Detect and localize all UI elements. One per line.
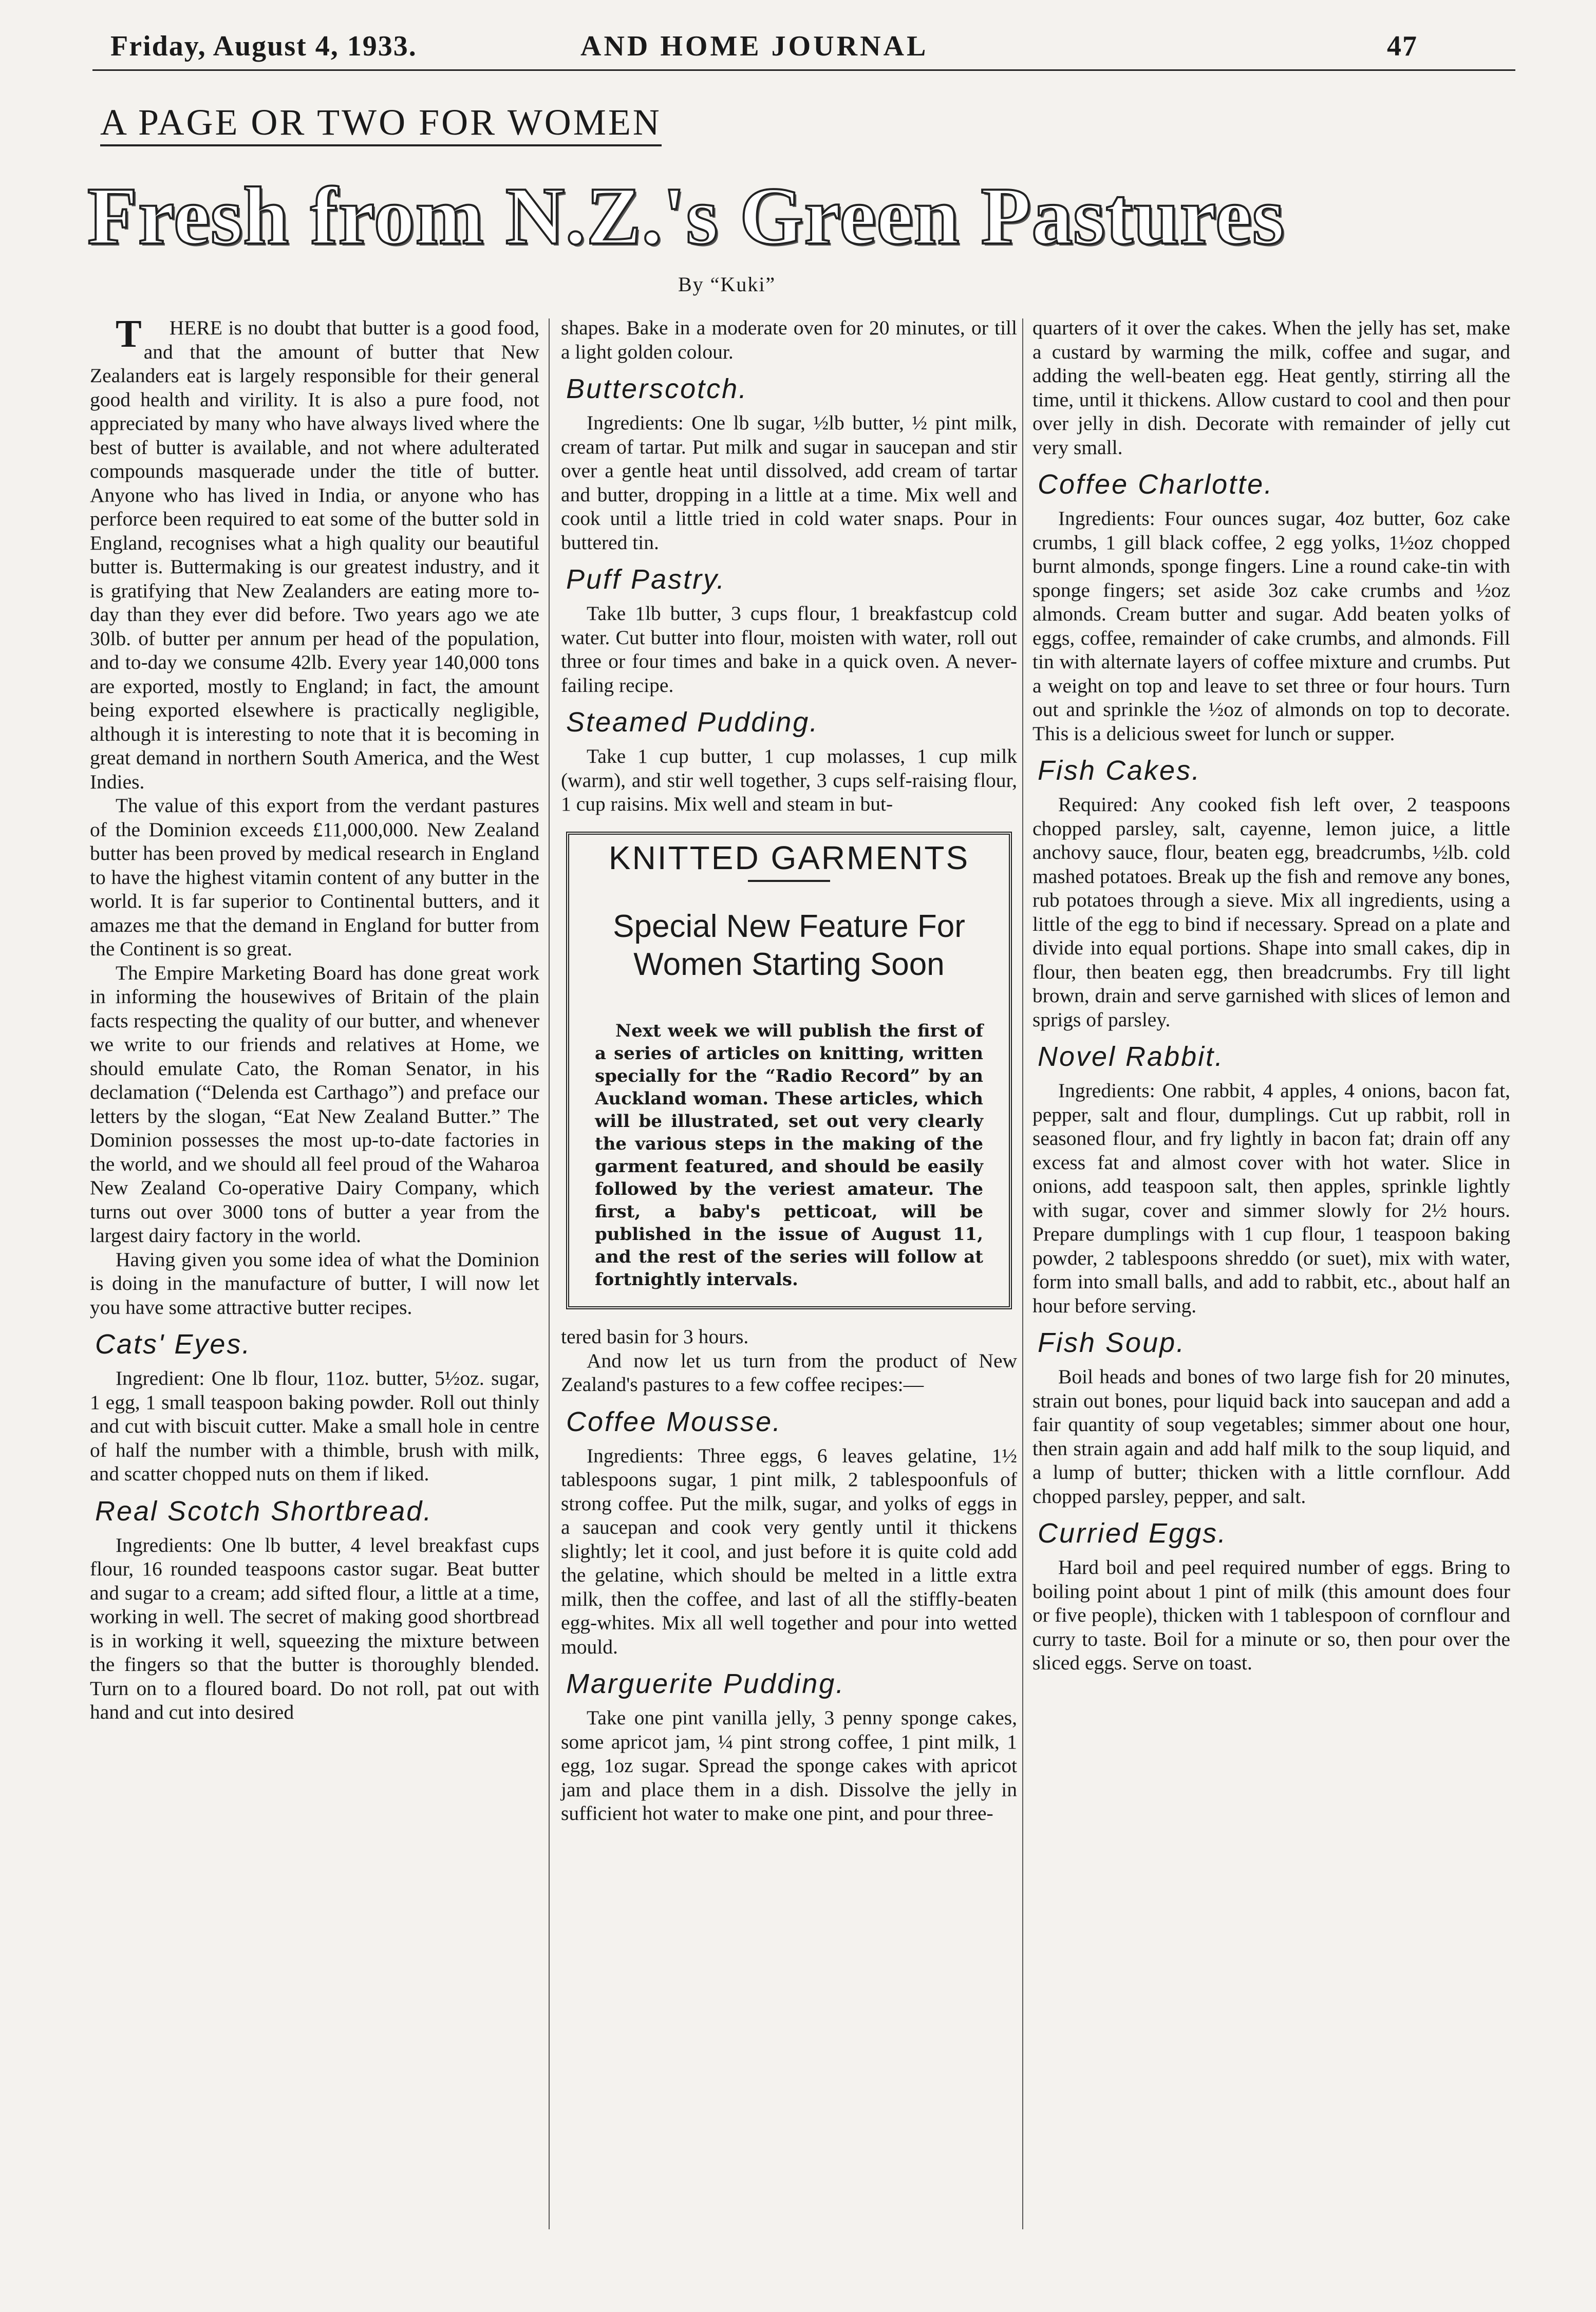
paragraph: Ingredients: Three eggs, 6 leaves gelatine, 1½ tablespoons sugar, 1 pint milk, 2 tablespoonfuls of strong coffee. Put the milk, sugar, and yolks of eggs in a saucepan and cook very gently until it thickens slightly; let it cool, and just before it is quite cold add the gelatine, which should be melted in a little extra milk, then the coffee, and last of all the stiffly-beaten egg-whites. Mix all well together and pour into wetted mould. [561,1444,1017,1658]
notice-divider [748,880,830,882]
recipe-heading: Cats' Eyes. [95,1329,252,1360]
paragraph: Ingredients: One lb sugar, ½lb butter, ½ pint milk, cream of tartar. Put milk and sugar in saucepan and stir over a gentle heat until dissolved, add cream of tartar and butter, dropping in a little at a time. Mix well and cook until a little tried in cold water snaps. Pour in buttered tin. [561,411,1017,554]
recipe-heading: Steamed Pudding. [566,707,819,738]
notice-subtitle: Special New Feature For Women Starting Soon [613,909,965,982]
paragraph: And now let us turn from the product of New Zealand's pastures to a few coffee recipes:— [561,1349,1017,1396]
recipe-heading: Puff Pastry. [566,564,726,595]
paragraph: Ingredients: One rabbit, 4 apples, 4 onions, bacon fat, pepper, salt and flour, dumplings. Cut up rabbit, roll in seasoned flour, and fry lightly in bacon fat; drain off any excess fat and almost cover with hot water. Slice in onions, add teaspoon salt, then apples, sprinkle lightly with sugar, cover and simmer slowly for 2½ hours. Prepare dumplings with 1 cup flour, 1 teaspoon baking powder, 2 tablespoons shreddo (or suet), mix with water, form into small balls, and add to rabbit, etc., about half an hour before serving. [1032,1079,1510,1317]
headline: Fresh from N.Z.'s Green Pastures [87,170,1285,261]
recipe-heading: Coffee Charlotte. [1038,469,1274,500]
column-divider [549,318,550,2229]
paragraph: The value of this export from the verdant pastures of the Dominion exceeds £11,000,000. New Zealand butter has been proved by medical research in England to have the highest vitamin content of any butter in the world. It is far superior to Continental butters, and it amazes me that the demand in England for butter from the Continent is so great. [90,794,539,960]
page-number: 47 [1387,30,1418,62]
paragraph: Take 1lb butter, 3 cups flour, 1 breakfastcup cold water. Cut butter into flour, moisten with water, roll out three or four times and bake in a quick oven. A never-failing recipe. [561,602,1017,697]
paragraph: Ingredients: One lb butter, 4 level breakfast cups flour, 16 rounded teaspoons castor sugar. Beat butter and sugar to a cream; add sifted flour, a little at a time, working in well. The secret of making good shortbread is in working it well, squeezing the mixture between the fingers so that the butter is thoroughly blended. Turn on to a floured board. Do not roll, pat out with hand and cut into desired [90,1533,539,1723]
recipe-heading: Fish Soup. [1038,1327,1186,1358]
column-divider [1022,318,1023,2229]
article-column-1 [90,312,539,1724]
recipe-heading: Real Scotch Shortbread. [95,1495,433,1527]
paragraph: Required: Any cooked fish left over, 2 teaspoons chopped parsley, salt, cayenne, lemon juice, a little anchovy sauce, flour, beaten egg, breadcrumbs, ½lb. cold mashed potatoes. Break up the fish and remove any bones, rub potatoes through a sieve. Mix all ingredients, using a little of the egg to bind if necessary. Spread on a plate and divide into equal portions. Shape into small cakes, dip in flour, then beaten egg, then breadcrumbs. Fry till light brown, drain and serve garnished with slices of lemon and sprigs of parsley. [1032,793,1510,1031]
knitted-garments-notice [566,832,1012,1310]
header-journal-title: AND HOME JOURNAL [580,30,929,62]
paragraph: Boil heads and bones of two large fish for 20 minutes, strain out bones, pour liquid back into saucepan and add a fair quantity of soup vegetables; simmer about one hour, then strain again and add half milk to the soup liquid, and a lump of butter; thicken with a little cornflour. Add chopped parsley, pepper, and salt. [1032,1365,1510,1508]
paragraph: THERE is no doubt that butter is a good food, and that the amount of butter that New Zealanders eat is largely responsible for their general good health and virility. It is also a pure food, not appreciated by many who have always lived where the best of butter is available, and not where adulterated compounds masquerade under the title of butter. Anyone who has lived in India, or anyone who has perforce been required to eat some of the butter sold in England, recognises what a high quality our beautiful butter is. Buttermaking is our greatest industry, and it is gratifying that New Zealanders are eating more to-day than they ever did before. Two years ago we ate 30lb. of butter per annum per head of the population, and to-day we consume 42lb. Every year 140,000 tons are exported, mostly to England; in fact, the amount being exported elsewhere is practically negligible, although it is interesting to note that it is becoming in great demand in northern South America, and the West Indies. [90,312,539,793]
recipe-heading: Fish Cakes. [1038,755,1201,786]
recipe-heading: Coffee Mousse. [566,1406,782,1437]
paragraph: tered basin for 3 hours. [561,1325,749,1348]
recipe-heading: Butterscotch. [566,373,748,404]
paragraph: Ingredients: Four ounces sugar, 4oz butter, 6oz cake crumbs, 1 gill black coffee, 2 egg yolks, 1½oz chopped burnt almonds, sponge fingers. Line a round cake-tin with sponge fingers; set aside 3oz cake crumbs and ½oz almonds. Cream butter and sugar. Add beaten yolks of eggs, coffee, remainder of cake crumbs, and almonds. Fill tin with alternate layers of coffee mixture and crumbs. Put a weight on top and leave to set three or four hours. Turn out and sprinkle the ½oz of almonds on top to decorate. This is a delicious sweet for lunch or supper. [1032,507,1510,745]
recipe-heading: Marguerite Pudding. [566,1668,846,1699]
recipe-heading: Curried Eggs. [1038,1518,1228,1549]
article-column-3 [1032,316,1510,1675]
paragraph: The Empire Marketing Board has done great work in informing the housewives of Britain of the plain facts respecting the quality of our butter, and whenever we write to our friends and relatives at Home, we should emulate Cato, the Roman Senator, in his declamation (“Delenda est Carthago”) and preface our letters by the slogan, “Eat New Zealand Butter.” The Dominion possesses the most up-to-date factories in the world, and we should all feel proud of the Waharoa New Zealand Co-operative Dairy Company, which turns out over 3000 tons of butter a year from the largest dairy factory in the world. [90,961,539,1247]
byline: By “Kuki” [678,273,776,296]
paragraph: shapes. Bake in a moderate oven for 20 minutes, or till a light golden colour. [561,316,1017,363]
paragraph: Having given you some idea of what the Dominion is doing in the manufacture of butter, I will now let you have some attractive butter recipes. [90,1248,539,1319]
notice-title: KNITTED GARMENTS [608,839,970,876]
recipe-heading: Novel Rabbit. [1038,1041,1225,1072]
section-title: A PAGE OR TWO FOR WOMEN [100,100,662,146]
paragraph: quarters of it over the cakes. When the jelly has set, make a custard by warming the milk, coffee and sugar, and adding the well-beaten egg. Heat gently, stirring all the time, until it thickens. Allow custard to cool and then pour over jelly in dish. Decorate with remainder of jelly cut very small. [1032,316,1510,459]
notice-body: Next week we will publish the first of a series of articles on knitting, written specially for the “Radio Record” by an Auckland woman. These articles, which will be illustrated, set out very clearly the various steps in the making of the garment featured, and should be easily followed by the veriest amateur. The first, a baby's petticoat, will be published in the issue of August 11, and the rest of the series will follow at fortnightly intervals. [595,1021,983,1290]
paragraph: Ingredient: One lb flour, 11oz. butter, 5½oz. sugar, 1 egg, 1 small teaspoon baking powder. Roll out thinly and cut with biscuit cutter. Make a small hole in centre of half the number with a thimble, brush with milk, and scatter chopped nuts on them if liked. [90,1367,539,1485]
header-date: Friday, August 4, 1933. [110,30,417,62]
paragraph: Take one pint vanilla jelly, 3 penny sponge cakes, some apricot jam, ¼ pint strong coffee, 1 pint milk, 1 egg, 1oz sugar. Spread the sponge cakes with apricot jam and place them in a dish. Dissolve the jelly in sufficient hot water to make one pint, and pour three- [561,1706,1017,1825]
header-rule [92,69,1515,71]
paragraph: Hard boil and peel required number of eggs. Bring to boiling point about 1 pint of milk (this amount does four or five people), thicken with 1 tablespoon of cornflour and curry to taste. Boil for a minute or so, then pour over the sliced eggs. Serve on toast. [1032,1556,1510,1674]
paragraph: Take 1 cup butter, 1 cup molasses, 1 cup milk (warm), and stir well together, 3 cups self-raising flour, 1 cup raisins. Mix well and steam in but- [561,745,1017,815]
article-column-2 [561,316,1017,1826]
